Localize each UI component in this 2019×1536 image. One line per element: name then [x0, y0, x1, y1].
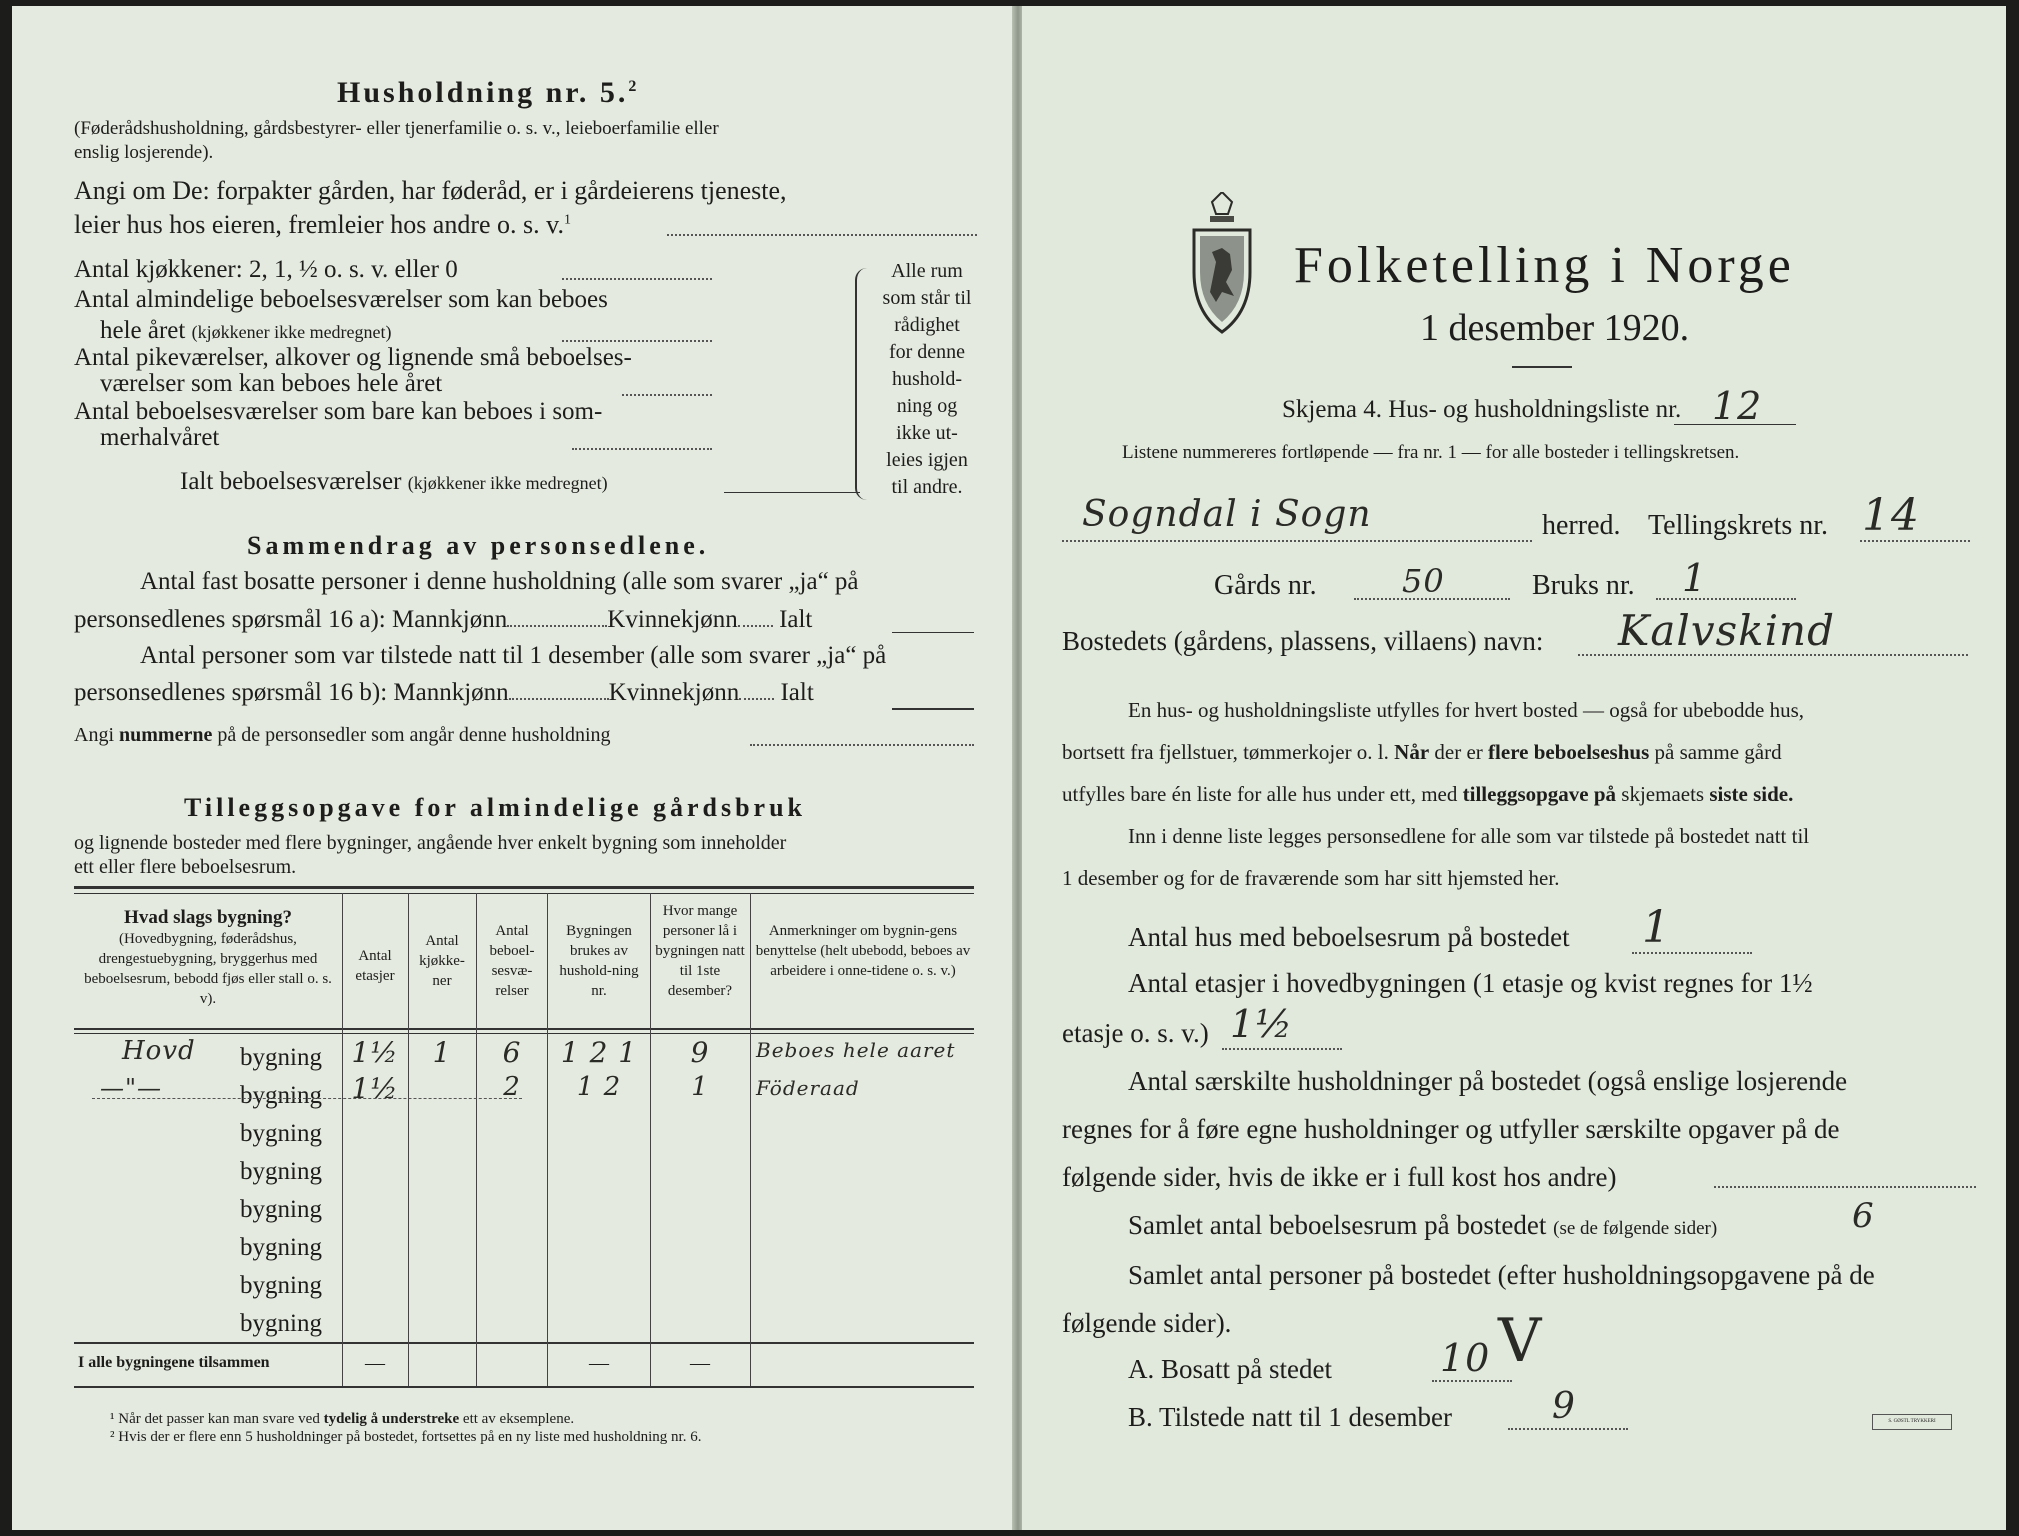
row-label: bygning — [240, 1120, 322, 1147]
total-dash: — — [365, 1352, 385, 1374]
row-etasjer[interactable]: 1½ — [351, 1072, 399, 1105]
coat-of-arms-icon — [1182, 192, 1262, 342]
etasjer-value[interactable]: 1½ — [1230, 1002, 1294, 1046]
row-name[interactable]: —"— — [100, 1074, 163, 1102]
total-rooms-label: Ialt beboelsesværelser (kjøkkener ikke medregnet) — [180, 468, 608, 495]
col-header-kjokkener: Antal kjøkke-ner — [419, 933, 465, 989]
kitchens-fill[interactable] — [562, 278, 712, 280]
row-personer[interactable]: 1 — [691, 1072, 709, 1102]
rooms-side-note: Alle rum som står til rådighet for denne hushold- ning og ikke ut- leies igjen til andre. — [882, 260, 972, 498]
angi-line-2: leier hus hos eieren, fremleier hos andre o. s. v.$^1$ — [74, 210, 571, 239]
ordinary-rooms-2: hele året (kjøkkener ikke medregnet) — [100, 317, 392, 344]
bosted-label: Bostedets (gårdens, plassens, villaens) navn: — [1062, 626, 1544, 656]
saerskilte-fill[interactable] — [1714, 1186, 1976, 1188]
krets-fill — [1860, 540, 1970, 542]
row-anm[interactable]: Föderaad — [756, 1076, 860, 1100]
col-divider — [408, 893, 409, 1386]
row-kjokken[interactable]: 1 — [432, 1036, 452, 1069]
row-label: bygning — [240, 1310, 322, 1337]
census-date: 1 desember 1920. — [1420, 307, 1690, 349]
bruks-fill — [1656, 598, 1796, 600]
table-bottom-rule — [74, 1386, 974, 1388]
col-divider — [750, 893, 751, 1386]
total-rooms-fill[interactable] — [724, 492, 860, 493]
row-name[interactable]: Hovd — [122, 1036, 196, 1066]
row-label: bygning — [240, 1196, 322, 1223]
skjema-label: Skjema 4. Hus- og husholdningsliste nr. — [1282, 396, 1682, 423]
tilstede-value[interactable]: 9 — [1552, 1386, 1576, 1427]
col-header-etasjer: Antal etasjer — [355, 948, 395, 984]
rooms-brace — [855, 268, 871, 500]
bosted-value[interactable]: Kalvskind — [1618, 606, 1835, 655]
row-strike — [92, 1098, 522, 1099]
angi-fill-line[interactable] — [667, 234, 977, 236]
angi-nummer-fill[interactable] — [750, 744, 974, 746]
instructions-4: Inn i denne liste legges personsedlene for alle som var tilstede på bostedet natt til — [1128, 824, 1810, 848]
census-spread — [12, 6, 2006, 1530]
title-rule — [1512, 366, 1572, 368]
herred-value[interactable]: Sogndal i Sogn — [1082, 494, 1372, 535]
household-note-1: (Føderådshusholdning, gårdsbestyrer- eller tjenerfamilie o. s. v., leieboerfamilie eller — [74, 118, 719, 139]
row-husholdning[interactable]: 1 2 1 — [560, 1036, 638, 1069]
summary-fast-2: personsedlenes spørsmål 16 a): Mannkjønn Kvinnekjønn Ialt — [74, 606, 813, 633]
summary-title: Sammendrag av personsedlene. — [247, 531, 710, 560]
supplement-sub-1: og lignende bosteder med flere bygninger, angående hver enkelt bygning som inneholder — [74, 832, 787, 854]
row-label: bygning — [240, 1272, 322, 1299]
row-rum[interactable]: 6 — [502, 1036, 522, 1069]
personer-2: følgende sider). — [1062, 1308, 1232, 1338]
col-divider — [342, 893, 343, 1386]
row-label: bygning — [240, 1044, 322, 1071]
instructions-1: En hus- og husholdningsliste utfylles for hvert bosted — også for ubebodde hus, — [1128, 698, 1804, 722]
summary-fast-1: Antal fast bosatte personer i denne husholdning (alle som svarer „ja“ på — [140, 568, 859, 595]
table-header-rule — [74, 1028, 974, 1030]
rum-value[interactable]: 6 — [1852, 1196, 1875, 1236]
footnote-1: ¹ Når det passer kan man svare ved tydelig å understreke ett av eksemplene. — [110, 1411, 575, 1427]
bruks-label: Bruks nr. — [1532, 570, 1635, 601]
row-label: bygning — [240, 1234, 322, 1261]
supplement-title: Tilleggsopgave for almindelige gårdsbruk — [184, 793, 807, 822]
ordinary-fill[interactable] — [562, 340, 712, 342]
maid-rooms-2: værelser som kan beboes hele året — [100, 370, 443, 397]
gards-label: Gårds nr. — [1214, 570, 1317, 601]
gards-fill — [1354, 598, 1510, 600]
row-husholdning[interactable]: 1 2 — [576, 1072, 622, 1102]
skjema-underline — [1674, 424, 1796, 425]
instructions-3: utfylles bare én liste for alle hus under ett, med tilleggsopgave på skjemaets siste side. — [1062, 782, 1794, 806]
table-header-rule-2 — [74, 1033, 974, 1034]
hus-label: Antal hus med beboelsesrum på bostedet — [1128, 922, 1570, 952]
hus-value[interactable]: 1 — [1642, 902, 1671, 953]
kitchens-label: Antal kjøkkener: 2, 1, ½ o. s. v. eller 0 — [74, 256, 458, 283]
row-label: bygning — [240, 1158, 322, 1185]
krets-label: Tellingskrets nr. — [1648, 510, 1829, 541]
row-personer[interactable]: 9 — [690, 1036, 710, 1069]
listene-note: Listene nummereres fortløpende — fra nr. 1 — for alle bosteder i tellingskretsen. — [1122, 442, 1740, 463]
total-dash: — — [690, 1352, 710, 1374]
bosatt-value[interactable]: 10 — [1440, 1336, 1491, 1380]
instructions-5: 1 desember og for de fraværende som har sitt hjemsted her. — [1062, 866, 1560, 890]
tilstede-total-fill[interactable] — [892, 708, 974, 710]
col-divider — [476, 893, 477, 1386]
left-page — [12, 6, 1014, 1530]
total-row-label: I alle bygningene tilsammen — [78, 1354, 270, 1371]
summer-rooms-2: merhalvåret — [100, 424, 220, 451]
maid-fill[interactable] — [622, 394, 712, 396]
bosatt-label: A. Bosatt på stedet — [1128, 1354, 1332, 1384]
col-divider — [547, 893, 548, 1386]
col-header-building: Hvad slags bygning? (Hovedbygning, føderådshus, drengestuebygning, bryggerhus med beboelsesrum, bebodd fjøs eller stall o. s. v). — [84, 907, 332, 1007]
census-title: Folketelling i Norge — [1294, 237, 1795, 294]
check-mark: V — [1498, 1306, 1543, 1376]
household-title: Husholdning nr. 5.$^2$ — [337, 76, 640, 109]
etasjer-fill — [1222, 1048, 1342, 1050]
fast-total-fill[interactable] — [892, 632, 974, 633]
hus-fill — [1632, 952, 1752, 954]
herred-label: herred. — [1542, 510, 1621, 541]
footnote-2: ² Hvis der er flere enn 5 husholdninger på bostedet, fortsettes på en ny liste med husholdning nr. 6. — [110, 1429, 702, 1445]
bruks-value[interactable]: 1 — [1682, 556, 1708, 600]
col-header-anmerkninger: Anmerkninger om bygnin-gens benyttelse (helt ubebodd, beboes av arbeidere i onne-tidene o. s. v.) — [755, 923, 971, 979]
summary-tilstede-1: Antal personer som var tilstede natt til 1 desember (alle som svarer „ja“ på — [140, 642, 887, 669]
col-header-husholdning: Bygningen brukes av hushold-ning nr. — [559, 923, 639, 999]
bosatt-fill — [1432, 1380, 1512, 1382]
angi-line-1: Angi om De: forpakter gården, har føderåd, er i gårdeierens tjeneste, — [74, 176, 787, 205]
table-top-rule — [74, 886, 974, 889]
row-anm[interactable]: Beboes hele aaret — [756, 1038, 956, 1062]
personer-1: Samlet antal personer på bostedet (efter husholdningsopgavene på de — [1128, 1260, 1875, 1290]
col-header-personer: Hvor mange personer lå i bygningen natt til 1ste desember? — [655, 903, 745, 999]
household-note-2: enslig losjerende). — [74, 142, 214, 163]
table-top-rule-2 — [74, 893, 974, 894]
row-rum[interactable]: 2 — [503, 1072, 521, 1102]
right-page — [1022, 6, 2006, 1530]
etasjer-line-2: etasje o. s. v.) — [1062, 1018, 1209, 1048]
saerskilte-1: Antal særskilte husholdninger på bostedet (også enslige losjerende — [1128, 1066, 1848, 1096]
bosted-fill — [1578, 654, 1968, 656]
summer-fill[interactable] — [572, 448, 712, 450]
tilstede-fill — [1508, 1428, 1628, 1430]
ordinary-rooms-1: Antal almindelige beboelsesværelser som kan beboes — [74, 286, 608, 313]
tilstede-label: B. Tilstede natt til 1 desember — [1128, 1402, 1452, 1432]
col-divider — [650, 893, 651, 1386]
supplement-sub-2: ett eller flere beboelsesrum. — [74, 856, 297, 878]
summer-rooms-1: Antal beboelsesværelser som bare kan beboes i som- — [74, 398, 603, 425]
gards-value[interactable]: 50 — [1402, 562, 1445, 600]
row-etasjer[interactable]: 1½ — [351, 1036, 399, 1069]
printer-stamp: S. GØSTL TRYKKERI — [1872, 1414, 1952, 1430]
row-label: bygning — [240, 1082, 322, 1109]
saerskilte-2: regnes for å føre egne husholdninger og utfyller særskilte opgaver på de — [1062, 1114, 1840, 1144]
etasjer-line-1: Antal etasjer i hovedbygningen (1 etasje og kvist regnes for 1½ — [1128, 968, 1813, 998]
summary-tilstede-2: personsedlenes spørsmål 16 b): Mannkjønn Kvinnekjønn Ialt — [74, 679, 814, 706]
rum-label: Samlet antal beboelsesrum på bostedet (se de følgende sider) — [1128, 1210, 1718, 1240]
krets-value[interactable]: 14 — [1862, 490, 1920, 541]
skjema-number[interactable]: 12 — [1712, 384, 1763, 428]
instructions-2: bortsett fra fjellstuer, tømmerkojer o. l. Når der er flere beboelseshus på samme gård — [1062, 740, 1782, 764]
saerskilte-3: følgende sider, hvis de ikke er i full kost hos andre) — [1062, 1162, 1617, 1192]
col-header-rum: Antal beboel-sesvæ-relser — [489, 923, 535, 999]
total-dash: — — [589, 1352, 609, 1374]
summary-angi: Angi nummerne på de personsedler som angår denne husholdning — [74, 724, 611, 746]
herred-fill — [1062, 540, 1532, 542]
table-total-rule — [74, 1342, 974, 1344]
maid-rooms-1: Antal pikeværelser, alkover og lignende små beboelses- — [74, 344, 632, 371]
